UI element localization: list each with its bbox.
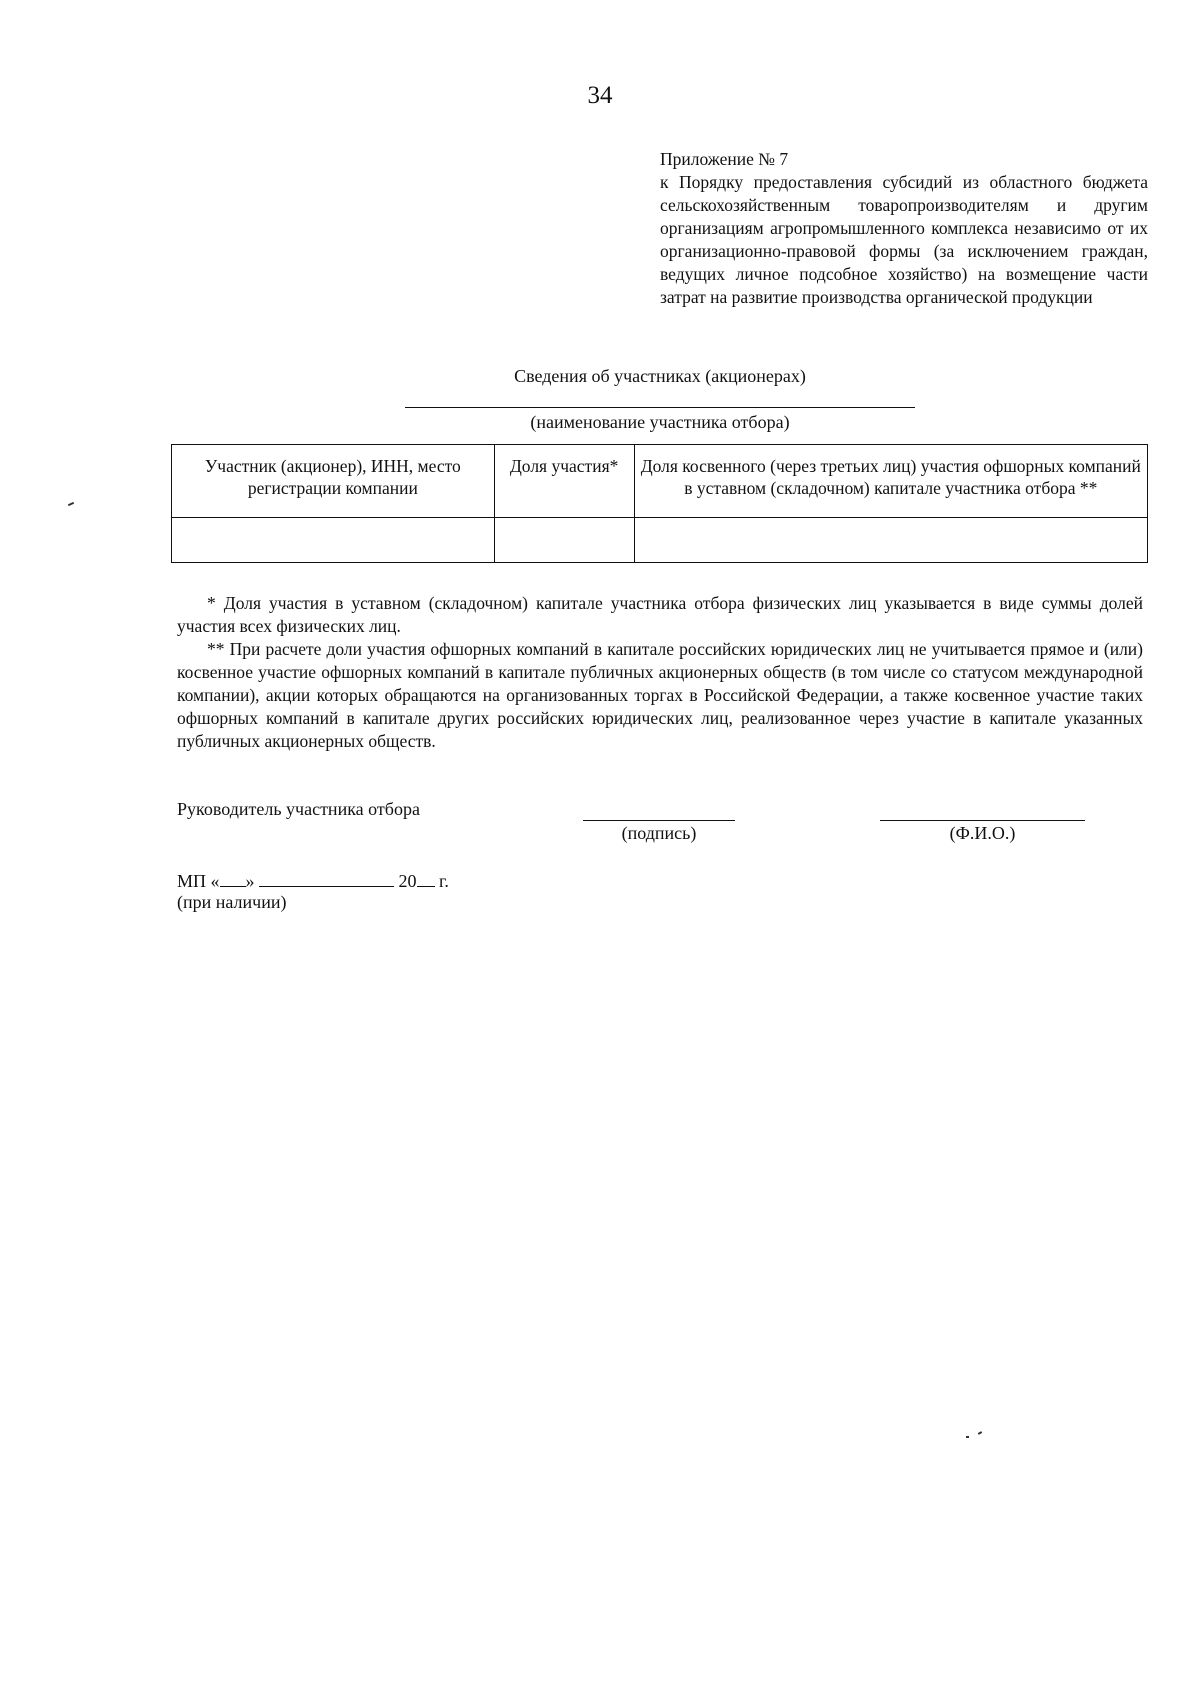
- table-cell-offshore-share[interactable]: [634, 518, 1147, 563]
- page-number: 34: [587, 82, 613, 109]
- header-offshore-share: Доля косвенного (через третьих лиц) участия офшорных компаний в уставном (складочном) капитале участника отбора **: [634, 445, 1147, 518]
- table-header-row: [172, 445, 1148, 518]
- document-title: Сведения об участниках (акционерах): [514, 366, 806, 386]
- footnote-1: * Доля участия в уставном (складочном) капитале участника отбора физических лиц указывается в виде суммы долей участия всех физических лиц.: [177, 593, 1143, 636]
- quote-close: »: [245, 871, 255, 891]
- participant-name-line: [405, 407, 915, 408]
- full-name-caption: (Ф.И.О.): [949, 823, 1016, 843]
- appendix-title: Приложение № 7: [660, 149, 789, 169]
- month-blank[interactable]: [259, 868, 394, 887]
- stamp-label: МП «: [177, 871, 220, 891]
- table-cell-participant[interactable]: [172, 518, 495, 563]
- day-blank[interactable]: [220, 868, 246, 887]
- signer-label: Руководитель участника отбора: [177, 799, 420, 819]
- full-name-line[interactable]: [880, 820, 1085, 821]
- table-cell-share[interactable]: [494, 518, 634, 563]
- header-participant: Участник (акционер), ИНН, место регистрации компании: [172, 445, 495, 518]
- footnotes: [177, 592, 1143, 753]
- scan-speck: [68, 502, 74, 506]
- scan-speck: [978, 1431, 982, 1435]
- header-share: Доля участия*: [494, 445, 634, 518]
- year-prefix: 20: [398, 871, 417, 891]
- year-blank[interactable]: [417, 868, 435, 887]
- appendix-block: [660, 148, 1148, 309]
- appendix-body: к Порядку предоставления субсидий из областного бюджета сельскохозяйственным товаропроизводителям и другим организациям агропромышленного комплекса независимо от их организационно-правовой формы (за исключением граждан, ведущих личное подсобное хозяйство) на возмещение части затрат на развитие производства органической продукции: [660, 172, 1148, 307]
- signature-caption: (подпись): [621, 823, 697, 843]
- participant-name-caption: (наименование участника отбора): [530, 412, 790, 432]
- footnote-2: ** При расчете доли участия офшорных компаний в капитале российских юридических лиц не учитывается прямое и (или) косвенное участие офшорных компаний в капитале публичных акционерных обществ (в том числе со статусом международной компании), акции которых обращаются на организованных торгах в Российской Федерации, а также косвенное участие таких офшорных компаний в капитале других российских юридических лиц, реализованное через участие в капитале указанных публичных акционерных обществ.: [177, 639, 1143, 751]
- stamp-date-row: [177, 868, 449, 892]
- table-row: [172, 518, 1148, 563]
- year-suffix: г.: [434, 871, 449, 891]
- scan-speck: [966, 1436, 969, 1438]
- stamp-note: (при наличии): [177, 892, 287, 912]
- participants-table: [171, 444, 1148, 563]
- signature-line[interactable]: [583, 820, 735, 821]
